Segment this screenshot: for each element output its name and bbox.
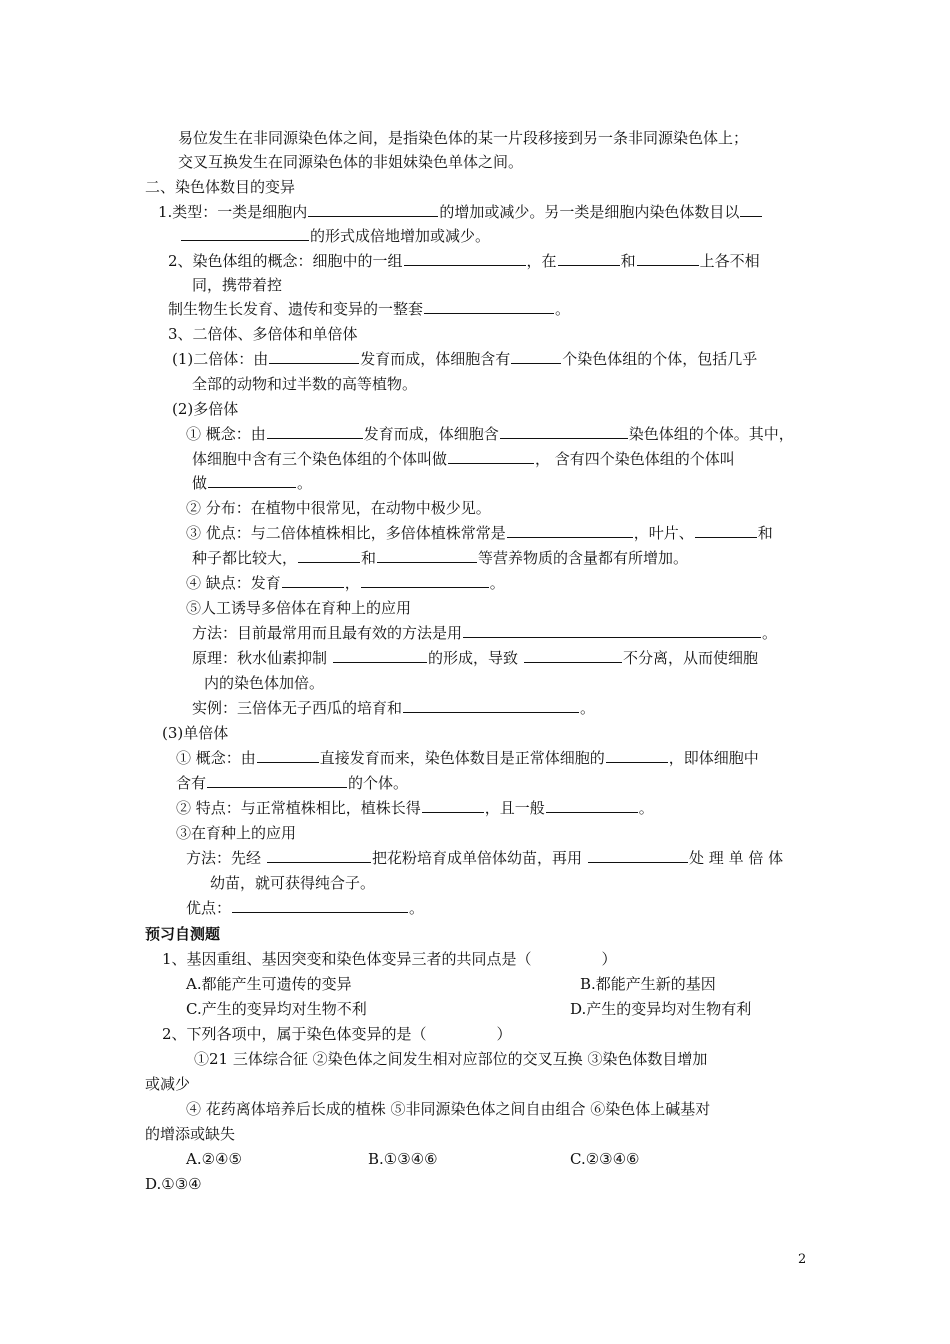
- blank-line: [361, 573, 489, 588]
- section-heading: 二、染色体数目的变异: [145, 178, 296, 196]
- blank-line: [422, 798, 484, 813]
- text-line: ③ 优点：与二倍体植株相比，多倍体植株常常是 ，叶片、 和: [186, 524, 773, 542]
- blank-line: [424, 299, 554, 314]
- text-line: ①21 三体综合征 ②染色体之间发生相对应部位的交叉互换 ③染色体数目增加: [194, 1050, 708, 1068]
- blank-line: [377, 548, 477, 563]
- answer-option: C.②③④⑥: [570, 1150, 640, 1168]
- text-line: ③在育种上的应用: [176, 824, 297, 842]
- text-line: 全部的动物和过半数的高等植物。: [192, 375, 418, 393]
- text-line: 易位发生在非同源染色体之间，是指染色体的某一片段移接到另一条非同源染色体上；: [178, 129, 749, 147]
- blank-line: [511, 349, 561, 364]
- text-line: ① 概念：由 发育而成，体细胞含 染色体组的个体。其中，: [186, 425, 794, 443]
- blank-line: [695, 523, 757, 538]
- text-line: (1)二倍体：由 发育而成，体细胞含有 个染色体组的个体，包括几乎: [172, 350, 758, 368]
- text-line: 的增添或缺失: [145, 1125, 236, 1143]
- blank-line: [257, 748, 319, 763]
- blank-line: [546, 798, 638, 813]
- blank-line: [507, 523, 633, 538]
- blank-line: [403, 698, 579, 713]
- blank-line: [588, 848, 688, 863]
- text-line: 的形式成倍地增加或减少。: [180, 225, 490, 247]
- question-stem: 2、下列各项中，属于染色体变异的是（ ）: [162, 1025, 512, 1043]
- blank-line: [558, 251, 620, 266]
- text-line: 2、染色体组的概念：细胞中的一组 ，在 和 上各不相: [168, 252, 760, 270]
- page-number: 2: [798, 1252, 807, 1267]
- blank-line: [267, 848, 371, 863]
- blank-line: [308, 202, 438, 217]
- answer-option: A.②④⑤: [186, 1150, 242, 1168]
- blank-line: [208, 473, 296, 488]
- blank-line: [606, 748, 668, 763]
- text-line: 种子都比较大， 和 等营养物质的含量都有所增加。: [192, 549, 689, 567]
- text-line: ② 特点：与正常植株相比，植株长得 ，且一般 。: [176, 799, 654, 817]
- text-line: 体细胞中含有三个染色体组的个体叫做 ， 含有四个染色体组的个体叫: [192, 450, 735, 468]
- blank-line: [282, 573, 344, 588]
- text-line: 交叉互换发生在同源染色体的非姐妹染色单体之间。: [178, 153, 524, 171]
- answer-option: D.产生的变异均对生物有利: [570, 1000, 752, 1018]
- text-line: 含有 的个体。: [176, 774, 409, 792]
- text-line: 方法：目前最常用而且最有效的方法是用 。: [192, 624, 778, 642]
- blank-line: [207, 773, 347, 788]
- text-line: (3)单倍体: [162, 724, 229, 742]
- section-heading: 预习自测题: [145, 925, 221, 943]
- blank-line: [500, 424, 628, 439]
- answer-option: D.①③④: [145, 1175, 202, 1193]
- blank-line: [524, 648, 622, 663]
- text-line: 原理：秋水仙素抑制 的形成，导致 不分离，从而使细胞: [192, 649, 759, 667]
- text-line: ① 概念：由 直接发育而来，染色体数目是正常体细胞的 ，即体细胞中: [176, 749, 759, 767]
- blank-line: [333, 648, 427, 663]
- blank-line: [298, 548, 360, 563]
- text-line: ④ 花药离体培养后长成的植株 ⑤非同源染色体之间自由组合 ⑥染色体上碱基对: [186, 1100, 711, 1118]
- question-stem: 1、基因重组、基因突变和染色体变异三者的共同点是（ ）: [162, 950, 617, 968]
- text-line: 幼苗，就可获得纯合子。: [210, 874, 376, 892]
- text-line: ④ 缺点：发育 ， 。: [186, 574, 505, 592]
- blank-line: [269, 349, 359, 364]
- text-line: ② 分布：在植物中很常见，在动物中极少见。: [186, 499, 491, 517]
- answer-option: B.都能产生新的基因: [580, 975, 716, 993]
- answer-option: B.①③④⑥: [368, 1150, 438, 1168]
- text-line: 制生物生长发育、遗传和变异的一整套 。: [168, 300, 571, 318]
- text-line: 3、二倍体、多倍体和单倍体: [168, 325, 358, 343]
- answer-option: C.产生的变异均对生物不利: [186, 1000, 367, 1018]
- text-line: 实例：三倍体无子西瓜的培育和 。: [192, 699, 596, 717]
- text-line: ⑤人工诱导多倍体在育种上的应用: [186, 599, 412, 617]
- blank-line: [740, 202, 762, 217]
- text-line: (2)多倍体: [172, 400, 239, 418]
- blank-line: [404, 251, 526, 266]
- text-line: 1.类型：一类是细胞内 的增加或减少。另一类是细胞内染色体数目以: [158, 201, 763, 223]
- text-line: 内的染色体加倍。: [204, 674, 325, 692]
- blank-line: [232, 898, 408, 913]
- text-line: 做 。: [192, 474, 313, 492]
- blank-line: [637, 251, 699, 266]
- blank-line: [267, 424, 363, 439]
- answer-option: A.都能产生可遗传的变异: [186, 975, 352, 993]
- text-line: 或减少: [145, 1075, 191, 1093]
- blank-line: [463, 623, 761, 638]
- blank-line: [181, 226, 309, 241]
- text-line: 优点： 。: [186, 899, 425, 917]
- text-line: 同，携带着控: [192, 276, 283, 294]
- blank-line: [448, 449, 534, 464]
- text-line: 方法：先经 把花粉培育成单倍体幼苗，再用 处 理 单 倍 体: [186, 849, 784, 867]
